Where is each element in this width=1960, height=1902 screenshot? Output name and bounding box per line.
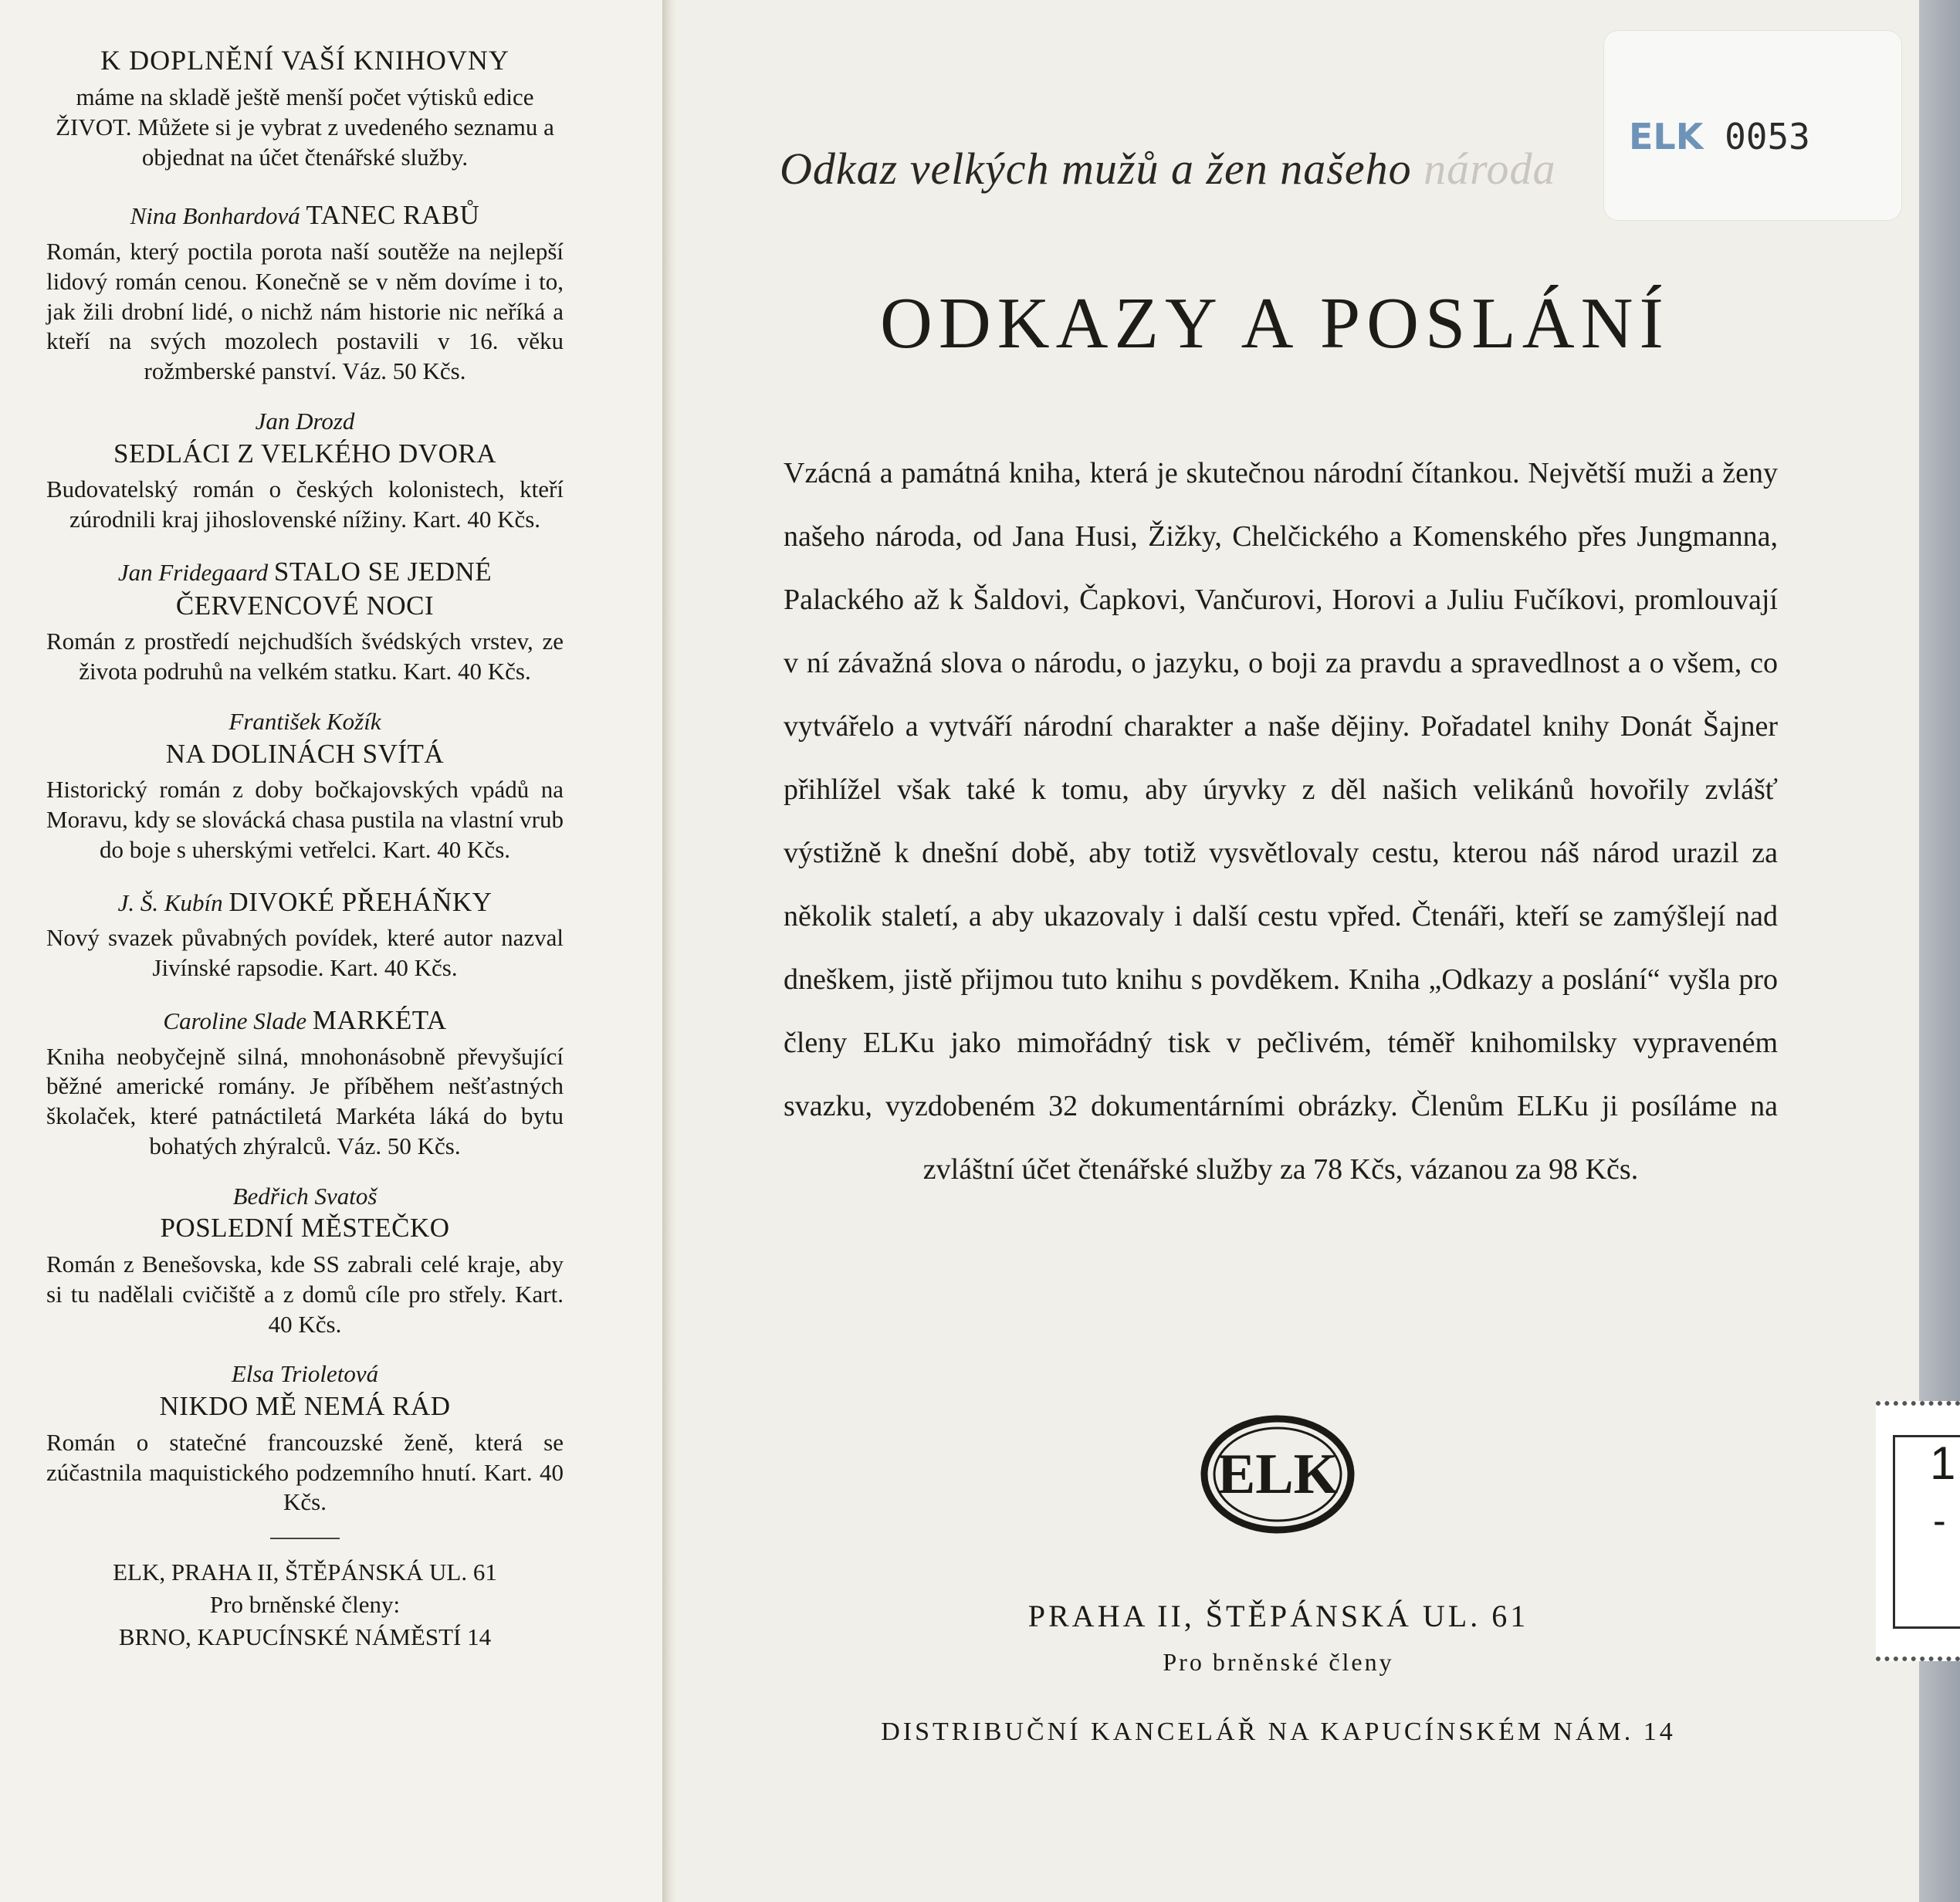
footer-brno-note: Pro brněnské členy: [209,1590,401,1618]
library-number: 0053 [1725,116,1810,157]
cover-address: PRAHA II, ŠTĚPÁNSKÁ UL. 61 [1027,1599,1529,1633]
fold-gutter [662,0,676,1902]
book-description: Román z prostředí nejchudších švédských vrstev, ze života podruhů na velkém statku. Kart. 40 Kčs. [46,628,564,685]
library-brand: ELK [1629,116,1704,157]
book-title: POSLEDNÍ MĚSTEČKO [160,1213,450,1244]
subtitle-text: Odkaz velkých mužů a žen našeho [780,144,1412,194]
book-entry [46,1182,564,1340]
book-description: Román z Benešovska, kde SS zabrali celé kraje, aby si tu nadělali cvičiště a z domů cíle pro střely. Kart. 40 Kčs. [46,1251,564,1338]
book-author: Nina Bonhardová [130,202,300,230]
library-label [1604,31,1901,220]
book-title: MARKÉTA [312,1004,447,1035]
subtitle-faded-word: národa [1423,144,1556,194]
book-author: J. Š. Kubín [117,888,223,916]
book-entry [46,407,564,535]
logo-text: ELK [1217,1443,1339,1506]
cover-subtitle [780,143,1556,195]
library-code [1629,116,1810,157]
book-title: STALO SE JEDNÉ ČERVENCOVÉ NOCI [175,556,493,621]
left-flap [0,0,663,1902]
book-entry [46,1003,564,1162]
edge-library-sticker [1876,1401,1960,1661]
edge-sticker-dash: - [1933,1499,1946,1542]
footer-brno-address: BRNO, KAPUCÍNSKÉ NÁMĚSTÍ 14 [118,1623,492,1650]
book-author: Bedřich Svatoš [232,1182,377,1210]
elk-logo [1200,1413,1355,1536]
book-author: Jan Drozd [255,407,355,435]
cover-brno-note: Pro brněnské členy [1163,1648,1394,1676]
book-description: Kniha neobyčejně silná, mnohonásobně převyšující běžné americké romány. Je příběhem nešťastných školaček, které patnáctiletá Markéta láká do bytu bohatých zhýralců. Váz. 50 Kčs. [46,1042,564,1159]
cover-distribution: DISTRIBUČNÍ KANCELÁŘ NA KAPUCÍNSKÉM NÁM. 14 [881,1718,1676,1746]
cover-title: ODKAZY A POSLÁNÍ [880,283,1670,364]
cover-description: Vzácná a památná kniha, která je skutečnou národní čítankou. Největší muži a ženy našeho národa, od Jana Husi, Žižky, Chelčického a Komenského přes Jungmanna, Palackého až k Šaldovi, Čapkovi, Vančurovi, Horovi a Juliu Fučíkovi, promlouvají v ní závažná slova o národu, o jazyku, o boji za pravdu a spravedlnost a o všem, co vytvářelo a vytváří národní charakter a naše dějiny. Pořadatel knihy Donát Šajner přihlížel však také k tomu, aby úryvky z děl našich velikánů hovořily zvlášť výstižně k dnešní době, aby totiž vysvětlovaly cestu, kterou náš národ urazil za několik staletí, a aby ukazovaly i další cestu vpřed. Čtenáři, kteří se zamýšlejí nad dneškem, jistě přijmou tuto knihu s povděkem. Kniha „Odkazy a poslání“ vyšla pro členy ELKu jako mimořádný tisk v pečlivém, téměř knihomilsky vypraveném svazku, vyzdobeném 32 dokumentárními obrázky. Členům ELKu ji posíláme na zvláštní účet čtenářské služby za 78 Kčs, vázanou za 98 Kčs. [784,457,1778,1186]
book-title: NA DOLINÁCH SVÍTÁ [165,738,445,769]
book-title: SEDLÁCI Z VELKÉHO DVORA [113,438,496,469]
book-title: NIKDO MĚ NEMÁ RÁD [159,1391,451,1421]
book-author: Jan Fridegaard [117,558,269,586]
book-description: Budovatelský román o českých kolonistech, kteří zúrodnili kraj jihoslovenské nížiny. Kart. 40 Kčs. [46,476,564,533]
book-description: Nový svazek půvabných povídek, které autor nazval Jivínské rapsodie. Kart. 40 Kčs. [46,924,564,981]
book-entry [46,555,564,687]
flap-heading: K DOPLNĚNÍ VAŠÍ KNIHOVNY [100,45,509,76]
book-entry [46,1359,564,1518]
book-description: Historický román z doby bočkajovských vpádů na Moravu, kdy se slovácká chasa pustila na vlastní vrub do boje s uherskými vetřelci. Kart. 40 Kčs. [46,776,564,863]
flap-content [46,43,564,1653]
flap-footer [46,1556,564,1653]
book-title: DIVOKÉ PŘEHÁŇKY [228,886,493,917]
book-description: Román, který poctila porota naší soutěže na nejlepší lidový román cenou. Konečně se v něm dovíme i to, jak žili drobní lidé, o nichž nám historie nic neříká a kteří na svých mozolech postavili v 16. věku rožmberské panství. Váz. 50 Kčs. [46,238,564,384]
footer-address: ELK, PRAHA II, ŠTĚPÁNSKÁ UL. 61 [113,1558,497,1586]
book-author: František Kožík [228,707,381,735]
book-author: Caroline Slade [163,1007,307,1034]
book-entry [46,885,564,983]
book-title: TANEC RABŮ [306,200,480,231]
flap-intro: máme na skladě ještě menší počet výtisků edice ŽIVOT. Můžete si je vybrat z uvedeného seznamu a objednat na účet čtenářské služby. [56,83,554,171]
book-entry [46,198,564,387]
flap-divider [270,1538,340,1539]
edge-sticker-digit: 1 [1930,1437,1956,1489]
book-description: Román o statečné francouzské ženě, která se zúčastnila maquistického podzemního hnutí. Kart. 40 Kčs. [46,1428,564,1516]
book-entry [46,707,564,865]
book-author: Elsa Trioletová [231,1360,379,1388]
